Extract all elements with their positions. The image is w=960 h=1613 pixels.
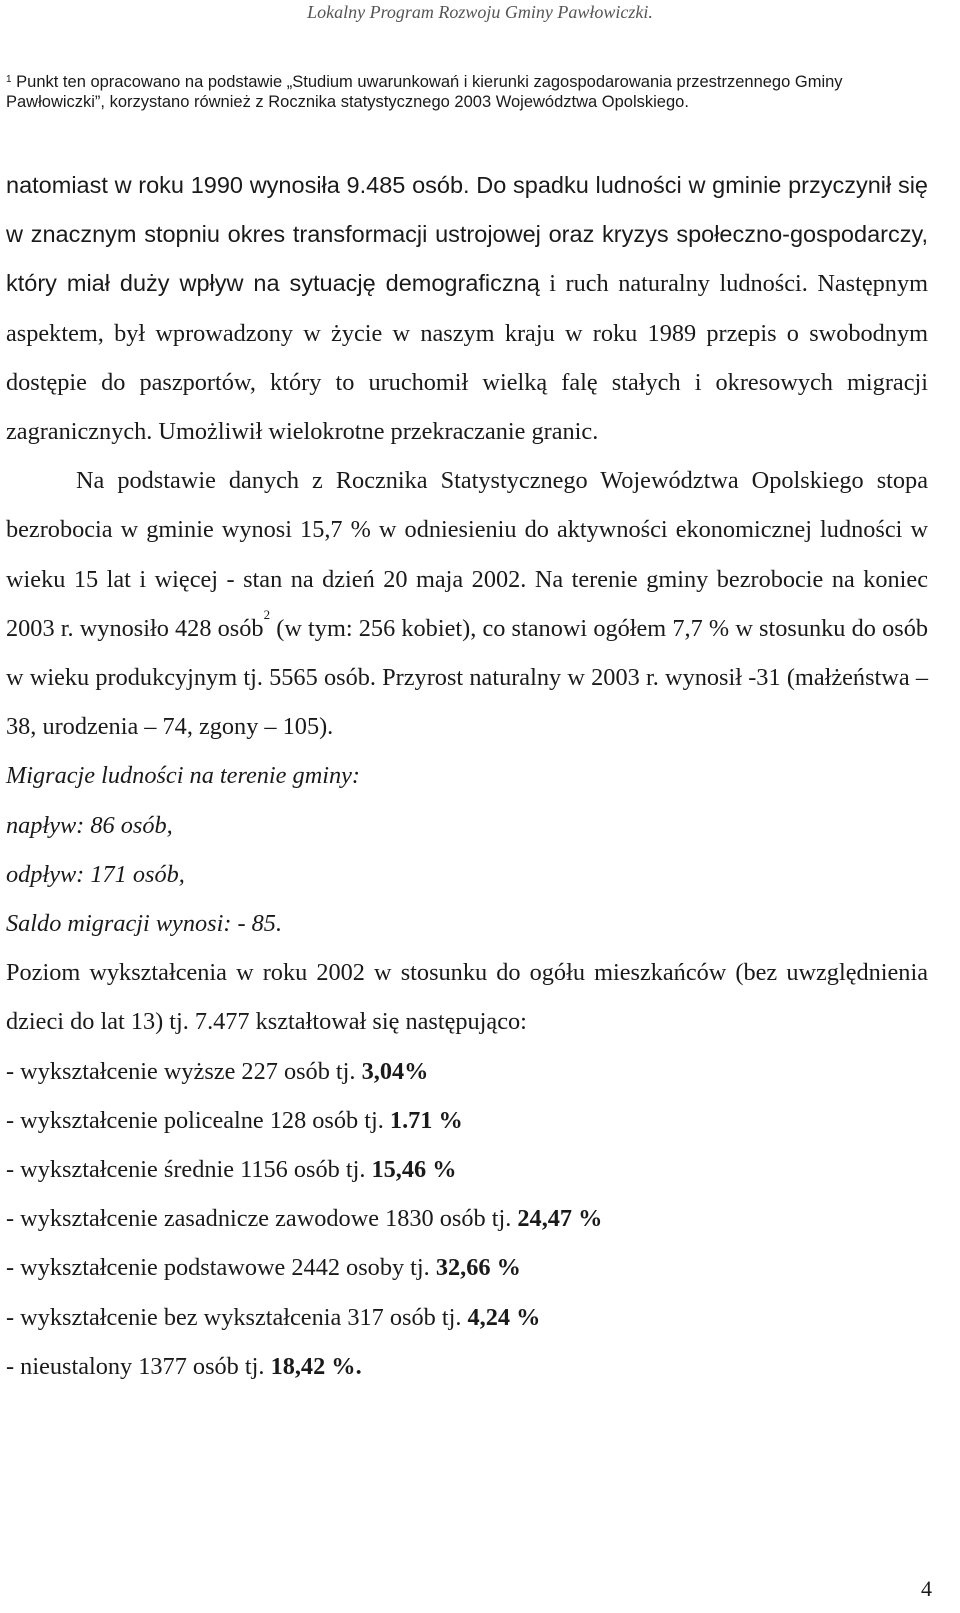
paragraph-demography [6, 161, 928, 456]
education-item-label: - wykształcenie bez wykształcenia 317 osób tj. [6, 1303, 468, 1331]
paragraph-unemployment-part1: Na podstawie danych z Rocznika Statystycznego Województwa Opolskiego stopa bezrobocia w gminie wynosi 15,7 % w odniesieniu do aktywności ekonomicznej ludności w wieku 15 lat i więcej - stan na dzień 20 maja 2002. Na terenie gminy bezrobocie na koniec 2003 r. wynosiło 428 osób [6, 467, 928, 642]
education-item-label: - nieustalony 1377 osób tj. [6, 1352, 271, 1380]
migration-balance: Saldo migracji wynosi: - 85. [6, 910, 283, 938]
education-item [6, 1096, 928, 1145]
education-item-percent: 15,46 % [371, 1156, 457, 1184]
footnote-text: Punkt ten opracowano na podstawie „Studium uwarunkowań i kierunki zagospodarowania przestrzennego Gminy Pawłowiczki”, korzystano również z Rocznika statystycznego 2003 Województwa Opolskiego. [6, 73, 843, 111]
migration-heading: Migracje ludności na terenie gminy: [6, 762, 361, 790]
education-item-label: - wykształcenie średnie 1156 osób tj. [6, 1156, 372, 1184]
paragraph-unemployment [6, 456, 928, 751]
footnote-ref-2: 2 [263, 606, 271, 622]
education-item [6, 1145, 928, 1194]
education-item [6, 1342, 928, 1391]
education-item-label: - wykształcenie podstawowe 2442 osoby tj. [6, 1254, 436, 1282]
education-list [6, 1047, 928, 1391]
education-intro: Poziom wykształcenia w roku 2002 w stosunku do ogółu mieszkańców (bez uwzględnienia dzieci do lat 13) tj. 7.477 kształtował się następująco: [6, 959, 928, 1036]
education-item-percent: 24,47 % [517, 1205, 603, 1233]
education-item-label: - wykształcenie policealne 128 osób tj. [6, 1106, 390, 1134]
footnote [6, 72, 926, 112]
migration-inflow: napływ: 86 osób, [6, 811, 173, 839]
education-item-percent: 3,04% [361, 1057, 429, 1085]
running-header: Lokalny Program Rozwoju Gminy Pawłowiczki. [307, 2, 653, 22]
education-item-label: - wykształcenie wyższe 227 osób tj. [6, 1057, 362, 1085]
paragraph-demography-part1: natomiast w roku 1990 wynosiła 9.485 osób. Do spadku ludności w gminie przyczynił się w znacznym stopniu okres transformacji ustrojowej oraz kryzys społeczno-gospodarczy, który miał duży wpływ na sytuację demograficzną [6, 172, 928, 297]
migration-outflow: odpływ: 171 osób, [6, 860, 185, 888]
paragraph-unemployment-part2: (w tym: 256 kobiet), co stanowi ogółem 7,7 % w stosunku do osób w wieku produkcyjnym tj. 5565 osób. Przyrost naturalny w 2003 r. wynosił -31 (małżeństwa – 38, urodzenia – 74, zgony – 105). [6, 614, 928, 741]
education-item [6, 1194, 928, 1243]
education-item-label: - wykształcenie zasadnicze zawodowe 1830 osób tj. [6, 1205, 518, 1233]
education-item [6, 1293, 928, 1342]
education-item-percent: 32,66 % [435, 1254, 521, 1282]
education-item [6, 1047, 928, 1096]
education-item [6, 1243, 928, 1292]
paragraph-demography-part2: i ruch naturalny ludności. Następnym aspektem, był wprowadzony w życie w naszym kraju w roku 1989 przepis o swobodnym dostępie do paszportów, który to uruchomił wielką falę stałych i okresowych migracji zagranicznych. Umożliwił wielokrotne przekraczanie granic. [6, 270, 929, 446]
education-item-percent: 4,24 % [467, 1303, 541, 1331]
education-item-percent: 18,42 %. [270, 1352, 362, 1380]
footnote-number: 1 [6, 74, 12, 85]
page-number: 4 [921, 1576, 932, 1601]
main-text [6, 161, 928, 1391]
education-item-percent: 1.71 % [389, 1106, 463, 1134]
